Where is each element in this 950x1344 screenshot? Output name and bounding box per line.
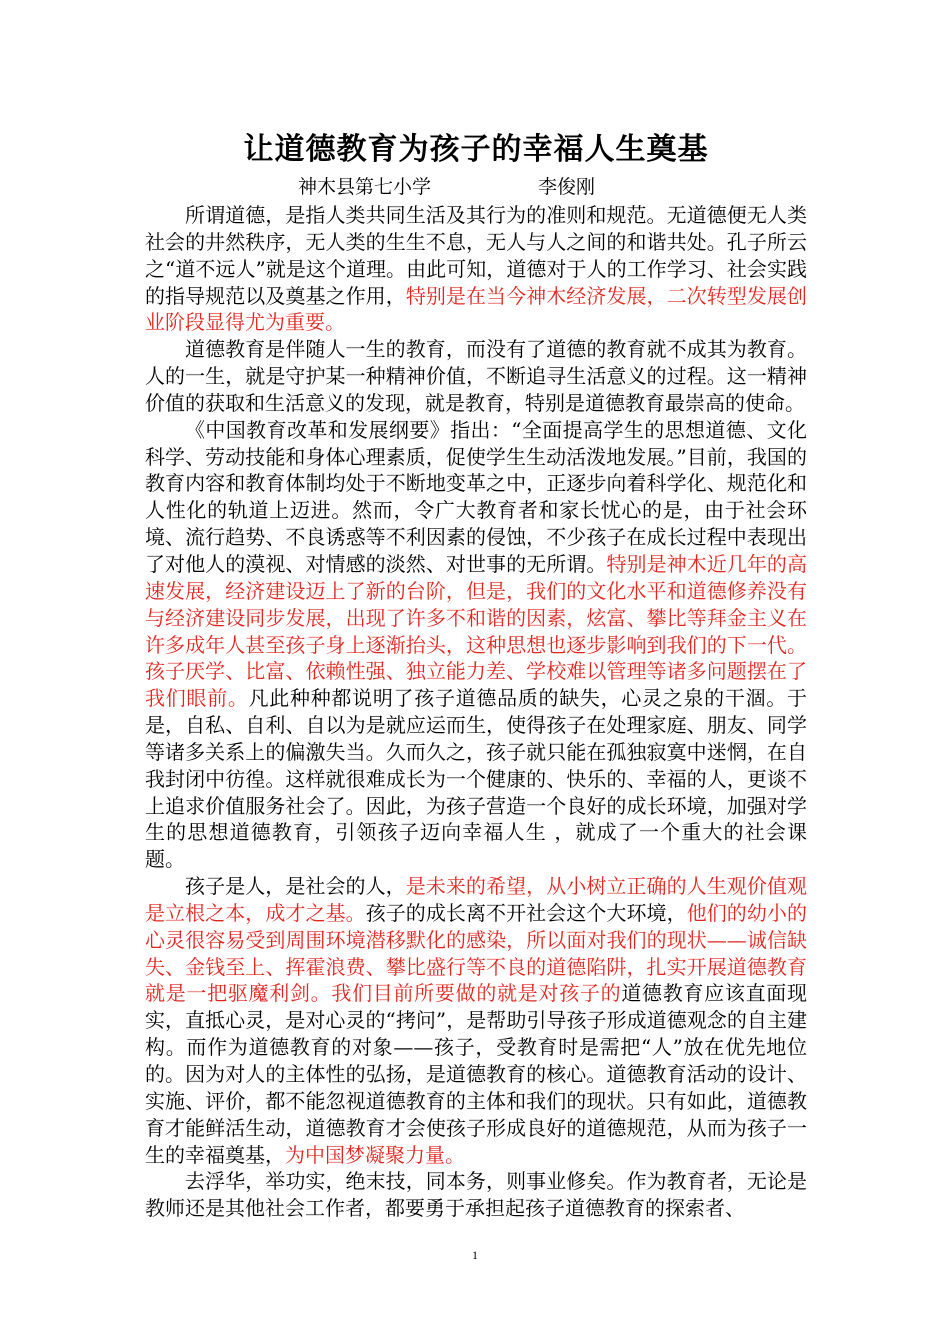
- highlighted-text: 特别是在当今神木经济发展，二次转型发展创业阶段显得尤为重要。: [145, 283, 807, 335]
- paragraph-2: [145, 336, 807, 417]
- paragraph-text: 所谓道德，是指人类共同生活及其行为的准则和规范。无道德便无人类社会的井然秩序，无人类的生生不息，无人与人之间的和谐共处。孔子所云之“道不远人”就是这个道理。由此可知，道德对于人的工作学习、社会实践的指导规范以及奠基之作用，: [145, 203, 807, 308]
- paragraph-text: 孩子是人，是社会的人，: [185, 874, 406, 899]
- paragraph-text: 道德教育是伴随人一生的教育，而没有了道德的教育就不成其为教育。人的一生，就是守护某一种精神价值，不断追寻生活意义的过程。这一精神价值的获取和生活意义的发现，就是教育，特别是道德教育最崇高的使命。: [145, 337, 807, 415]
- author-name: 李俊刚: [538, 176, 596, 198]
- highlighted-text: 他们的幼小的心灵很容易受到周围环境潜移默化的感染，所以面对我们的现状——诚信缺失、金钱至上、挥霍浪费、攀比盛行等不良的道德陷阱，扎实开展道德教育就是一把驱魔利剑。我们目前所要做的就是对孩子的: [145, 900, 807, 1006]
- paragraph-text: 道德教育应该直面现实，直抵心灵，是对心灵的“拷问”，是帮助引导孩子形成道德观念的自主建构。而作为道德教育的对象——孩子，受教育时是需把“人”放在优先地位的。因为对人的主体性的弘扬，是道德教育的核心。道德教育活动的设计、实施、评价，都不能忽视道德教育的主体和我们的现状。只有如此，道德教育才能鲜活生动，道德教育才会使孩子形成良好的道德规范，从而为孩子一生的幸福奠基，: [145, 981, 808, 1167]
- school-name: 神木县第七小学: [298, 176, 432, 198]
- byline: [145, 174, 807, 200]
- paragraph-text: 《中国教育改革和发展纲要》指出：“全面提高学生的思想道德、文化科学、劳动技能和身体心理素质，促使学生生动活泼地发展。”目前，我国的教育内容和教育体制均处于不断地变革之中，正逐步向着科学化、规范化和人性化的轨道上迈进。然而，令广大教育者和家长忧心的是，由于社会环境、流行趋势、不良诱惑等不利因素的侵蚀，不少孩子在成长过程中表现出了对他人的漠视、对情感的淡然、对世事的无所谓。: [145, 417, 807, 576]
- paragraph-1: [145, 202, 807, 336]
- paragraph-4: [145, 873, 807, 1168]
- document-title: 让道德教育为孩子的幸福人生奠基: [243, 132, 709, 167]
- paragraph-5: [145, 1168, 807, 1222]
- paragraph-text: 凡此种种都说明了孩子道德品质的缺失，心灵之泉的干涸。于是，自私、自利、自以为是就应运而生，使得孩子在处理家庭、朋友、同学等诸多关系上的偏激失当。久而久之，孩子就只能在孤独寂寞中迷惘，在自我封闭中彷徨。这样就很难成长为一个健康的、快乐的、幸福的人，更谈不上追求价值服务社会了。因此，为孩子营造一个良好的成长环境，加强对学生的思想道德教育，引领孩子迈向幸福人生 ，就成了一个重大的社会课题。: [145, 686, 808, 872]
- paragraph-text: 孩子的成长离不开社会这个大环境，: [365, 900, 687, 925]
- paragraph-text: 去浮华，举功实，绝末技，同本务，则事业修矣。作为教育者，无论是教师还是其他社会工作者，都要勇于承担起孩子道德教育的探索者、: [145, 1169, 807, 1221]
- highlighted-text: 是未来的希望，从小树立正确的人生观价值观是立根之本，成才之基。: [145, 874, 808, 925]
- paragraph-3: [145, 417, 807, 873]
- article-body: [145, 202, 807, 1222]
- page-number: 1: [472, 1248, 478, 1262]
- highlighted-text: 特别是神木近几年的高速发展，经济建设迈上了新的台阶，但是，我们的文化水平和道德修养没有与经济建设同步发展，出现了许多不和谐的因素，炫富、攀比等拜金主义在许多成年人甚至孩子身上逐渐抬头，这种思想也逐步影响到我们的下一代。孩子厌学、比富、依赖性强、独立能力差、学校难以管理等诸多问题摆在了我们眼前。: [145, 551, 807, 711]
- highlighted-text: 为中国梦凝聚力量。: [285, 1142, 465, 1167]
